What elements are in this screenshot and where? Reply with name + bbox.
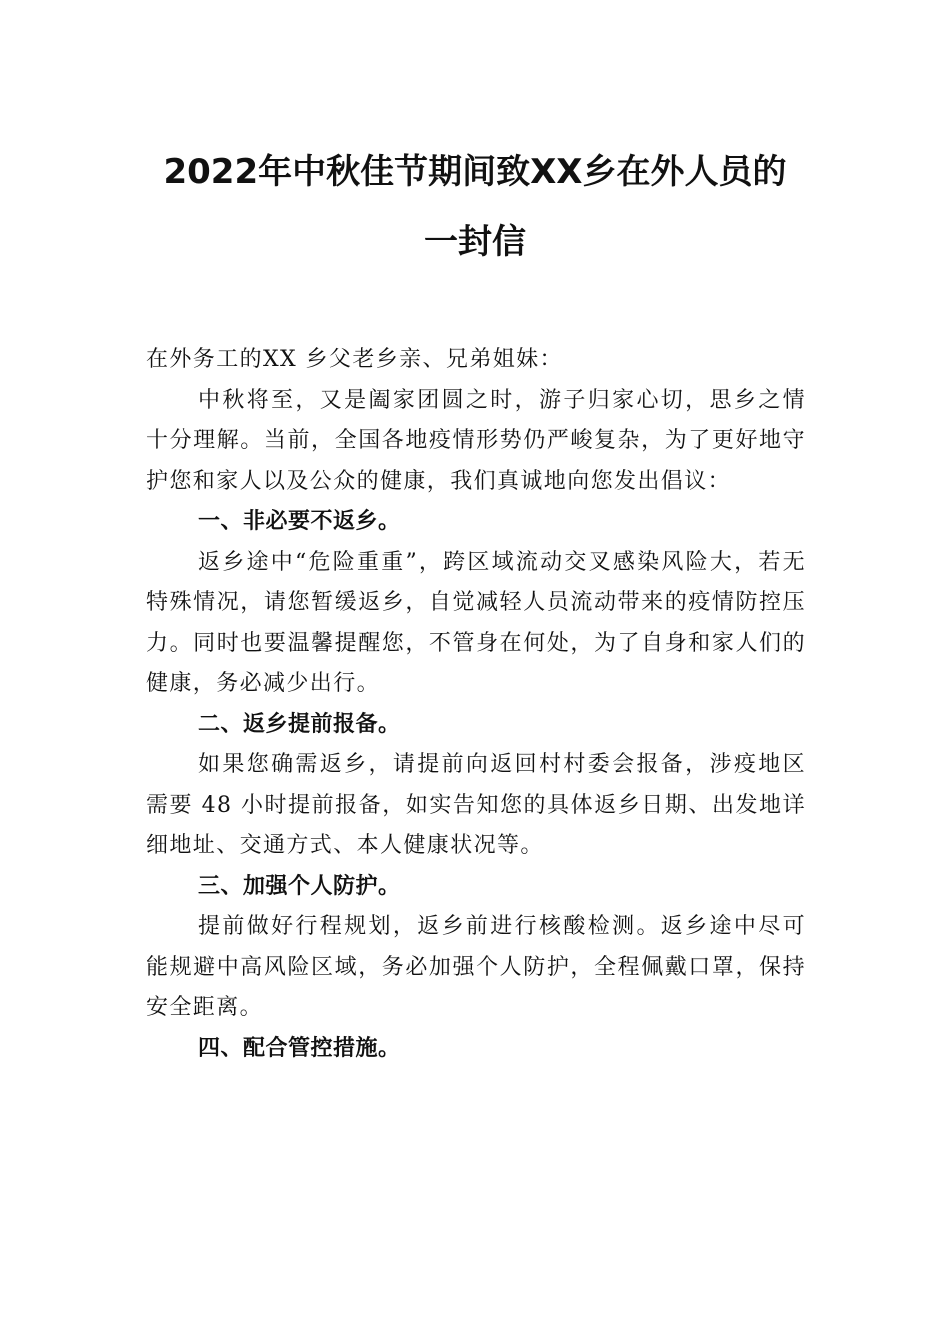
section-heading-3: 三、加强个人防护。 — [198, 873, 401, 899]
section-paragraph-3: 提前做好行程规划，返乡前进行核酸检测。返乡途中尽可能规避中高风险区域，务必加强个人防护，全程佩戴口罩，保持安全距离。 — [146, 914, 806, 1020]
document-title-line-1: 2022年中秋佳节期间致XX乡在外人员的 — [163, 152, 787, 192]
document-title-line-2: 一封信 — [424, 222, 526, 262]
section-paragraph-2: 如果您确需返乡，请提前向返回村村委会报备，涉疫地区需要 48 小时提前报备，如实告知您的具体返乡日期、出发地详细地址、交通方式、本人健康状况等。 — [146, 752, 806, 858]
section-heading-4: 四、配合管控措施。 — [198, 1035, 401, 1061]
intro-paragraph: 中秋将至，又是阖家团圆之时，游子归家心切，思乡之情十分理解。当前，全国各地疫情形势仍严峻复杂，为了更好地守护您和家人以及公众的健康，我们真诚地向您发出倡议： — [146, 387, 806, 494]
section-heading-1: 一、非必要不返乡。 — [198, 509, 401, 534]
salutation: 在外务工的XX 乡父老乡亲、兄弟姐妹： — [146, 347, 563, 372]
document-body — [146, 340, 806, 1069]
section-paragraph-1: 返乡途中“危险重重”，跨区域流动交叉感染风险大，若无特殊情况，请您暂缓返乡，自觉减轻人员流动带来的疫情防控压力。同时也要温馨提醒您，不管身在何处，为了自身和家人们的健康，务必减少出行。 — [146, 549, 806, 696]
section-heading-2: 二、返乡提前报备。 — [198, 711, 401, 737]
